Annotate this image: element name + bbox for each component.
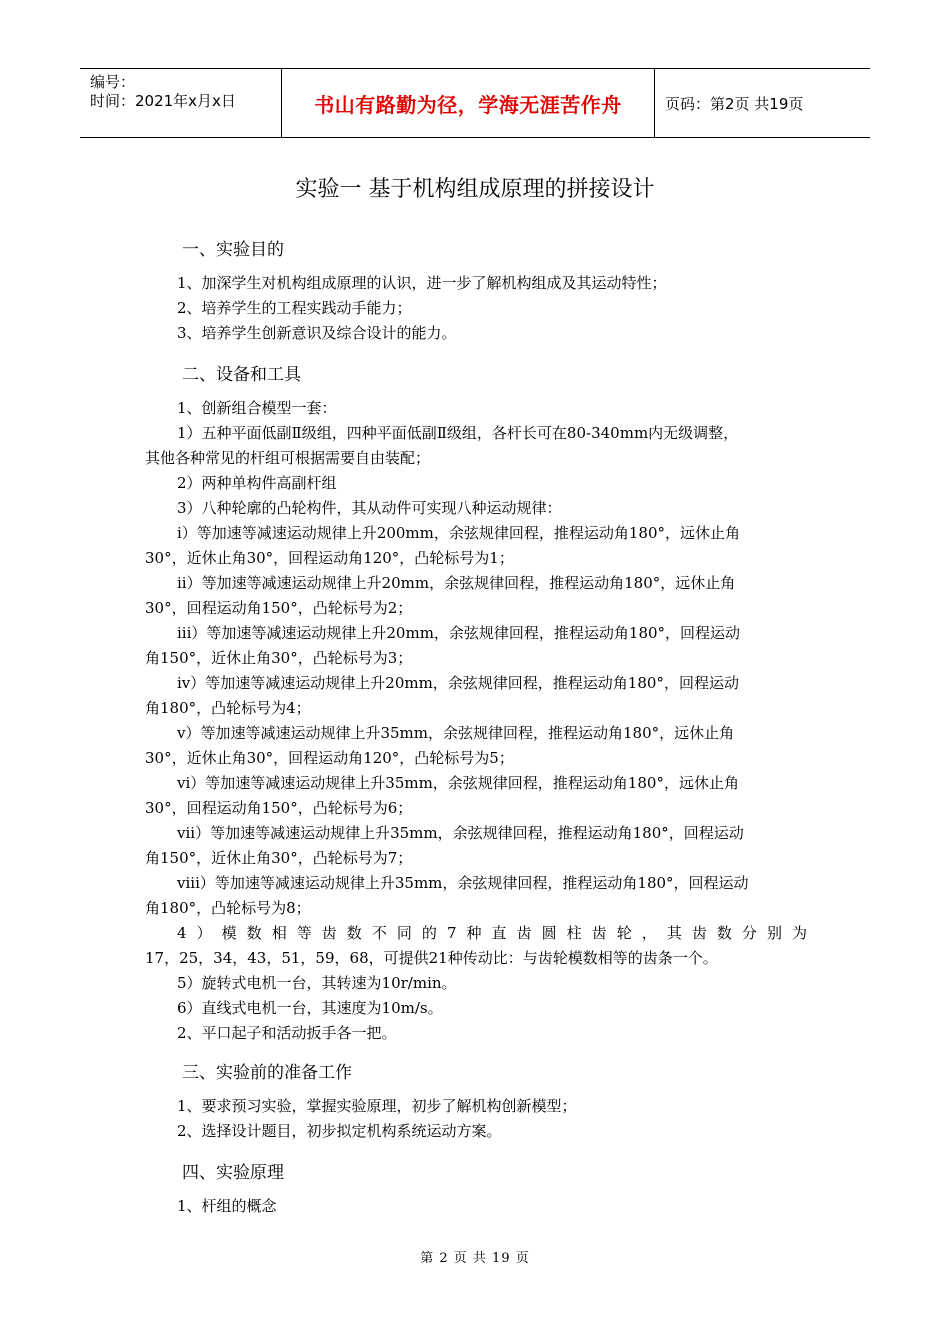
cam-item-8a: viii）等加速等减速运动规律上升35mm，余弦规律回程，推程运动角180°，回程运动 <box>177 874 749 892</box>
cam-item-7b: 角150°，近休止角30°，凸轮标号为7； <box>145 849 413 867</box>
tools-item: 2、平口起子和活动扳手各一把。 <box>177 1024 397 1042</box>
cam-item-6a: vi）等加速等减速运动规律上升35mm，余弦规律回程，推程运动角180°，远休止角 <box>177 774 739 792</box>
cam-item-6b: 30°，回程运动角150°，凸轮标号为6； <box>145 799 413 817</box>
document-title: 实验一 基于机构组成原理的拼接设计 <box>295 177 655 202</box>
purpose-item-2: 2、培养学生的工程实践动手能力； <box>177 299 412 317</box>
cam-item-7a: vii）等加速等减速运动规律上升35mm，余弦规律回程，推程运动角180°，回程运动 <box>177 824 744 842</box>
page-header <box>80 68 870 138</box>
cam-item-5a: v）等加速等减速运动规律上升35mm，余弦规律回程，推程运动角180°，远休止角 <box>177 724 735 742</box>
cam-item-1a: i）等加速等减速运动规律上升200mm，余弦规律回程，推程运动角180°，远休止角 <box>177 524 741 542</box>
equipment-p2b: 其他各种常见的杆组可根据需要自由装配； <box>145 449 431 467</box>
page-footer: 第 2 页 共 19 页 <box>420 1251 530 1266</box>
gear-line-a: 4）模数相等齿数不同的7种直齿圆柱齿轮，其齿数分别为 <box>177 924 807 942</box>
cam-item-5b: 30°，近休止角30°，回程运动角120°，凸轮标号为5； <box>145 749 514 767</box>
cam-item-4b: 角180°，凸轮标号为4； <box>145 699 311 717</box>
equipment-p3: 2）两种单构件高副杆组 <box>177 474 337 492</box>
section-heading-equipment: 二、设备和工具 <box>182 365 301 385</box>
cam-item-2a: ii）等加速等减速运动规律上升20mm，余弦规律回程，推程运动角180°，远休止角 <box>177 574 736 592</box>
equipment-p4: 3）八种轮廓的凸轮构件，其从动件可实现八种运动规律： <box>177 499 562 517</box>
section-heading-principle: 四、实验原理 <box>182 1163 284 1183</box>
cam-item-8b: 角180°，凸轮标号为8； <box>145 899 311 917</box>
equipment-p2a: 1）五种平面低副Ⅱ级组，四种平面低副Ⅱ级组，各杆长可在80-340mm内无级调整， <box>177 424 739 442</box>
cam-item-3b: 角150°，近休止角30°，凸轮标号为3； <box>145 649 413 667</box>
preparation-item-1: 1、要求预习实验，掌握实验原理，初步了解机构创新模型； <box>177 1097 577 1115</box>
preparation-item-2: 2、选择设计题目，初步拟定机构系统运动方案。 <box>177 1122 502 1140</box>
purpose-item-1: 1、加深学生对机构组成原理的认识，进一步了解机构组成及其运动特性； <box>177 274 667 292</box>
equipment-p1: 1、创新组合模型一套： <box>177 399 337 417</box>
principle-p1: 1、杆组的概念 <box>177 1197 277 1215</box>
cam-item-4a: iv）等加速等减速运动规律上升20mm，余弦规律回程，推程运动角180°，回程运动 <box>177 674 739 692</box>
gear-line-b: 17，25，34，43，51，59，68，可提供21种传动比：与齿轮模数相等的齿条一个。 <box>145 949 718 967</box>
cam-item-3a: iii）等加速等减速运动规律上升20mm，余弦规律回程，推程运动角180°，回程运动 <box>177 624 741 642</box>
cam-item-1b: 30°，近休止角30°，回程运动角120°，凸轮标号为1； <box>145 549 514 567</box>
doc-number-label: 编号： <box>90 73 136 91</box>
motor-rotary: 5）旋转式电机一台，其转速为10r/min。 <box>177 974 457 992</box>
header-page-info: 页码：第2页 共19页 <box>665 94 804 113</box>
cam-item-2b: 30°，回程运动角150°，凸轮标号为2； <box>145 599 413 617</box>
purpose-item-3: 3、培养学生创新意识及综合设计的能力。 <box>177 324 457 342</box>
motor-linear: 6）直线式电机一台，其速度为10m/s。 <box>177 999 443 1017</box>
header-motto: 书山有路勤为径，学海无涯苦作舟 <box>282 69 655 137</box>
section-heading-preparation: 三、实验前的准备工作 <box>182 1063 352 1083</box>
header-meta <box>80 69 282 137</box>
doc-date-label: 时间：2021年x月x日 <box>90 92 236 110</box>
section-heading-purpose: 一、实验目的 <box>182 240 284 260</box>
